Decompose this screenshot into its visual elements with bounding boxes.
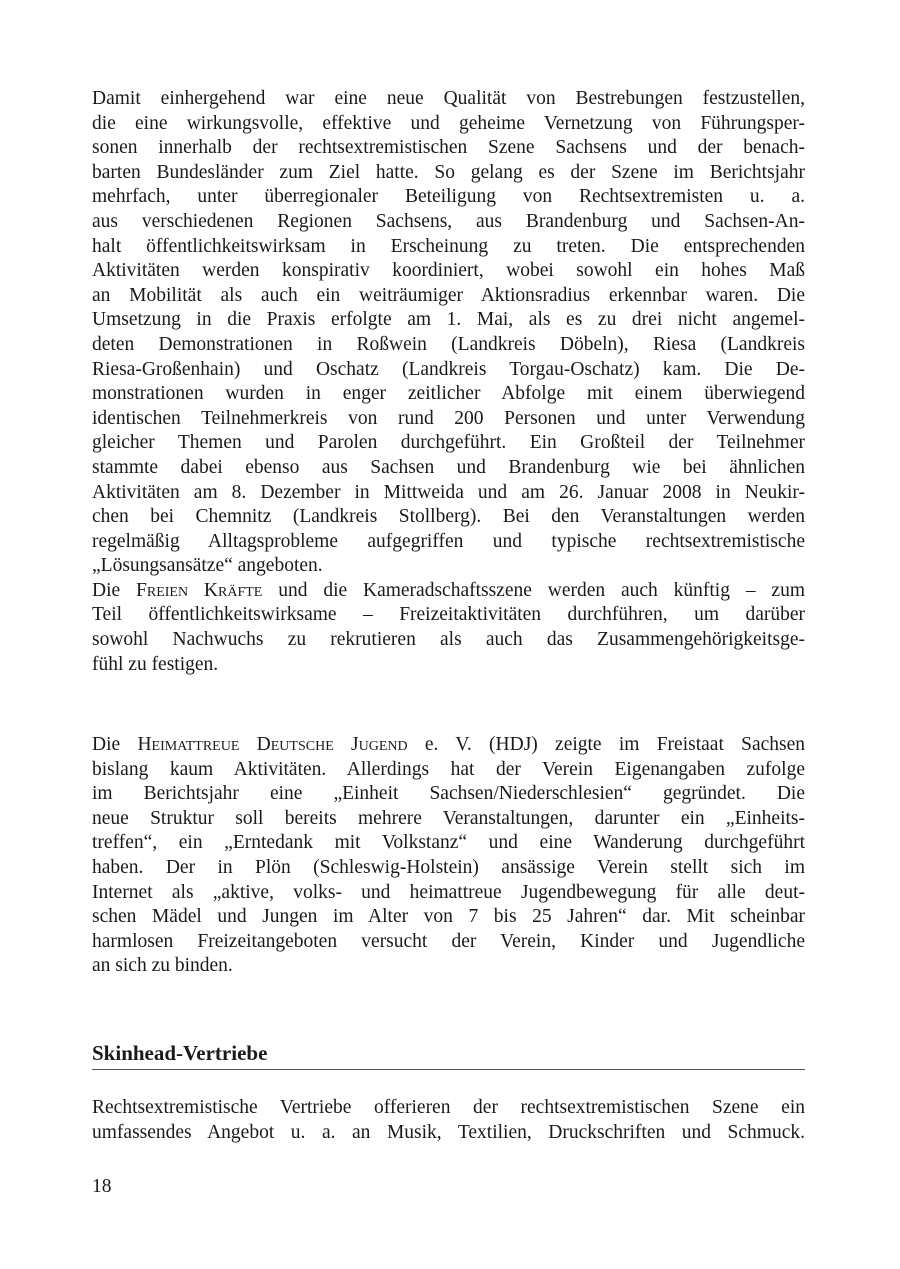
text-line: Teil öffentlichkeitswirksame – Freizeitaktivitäten durchführen, um darüber xyxy=(92,604,805,626)
text-line: schen Mädel und Jungen im Alter von 7 bis 25 Jahren“ dar. Mit scheinbar xyxy=(92,906,805,928)
text-line: halt öffentlichkeitswirksam in Erscheinung zu treten. Die entsprechenden xyxy=(92,235,805,257)
text-line: treffen“, ein „Erntedank mit Volkstanz“ und eine Wanderung durchgeführt xyxy=(92,832,805,854)
text-line: Aktivitäten am 8. Dezember in Mittweida und am 26. Januar 2008 in Neukir- xyxy=(92,481,805,503)
text-line: Umsetzung in die Praxis erfolgte am 1. Mai, als es zu drei nicht angemel- xyxy=(92,309,805,331)
text-line xyxy=(92,733,805,758)
small-caps-name: Heimattreue Deutsche Jugend xyxy=(137,734,408,755)
paragraph-vertriebe xyxy=(92,1096,805,1145)
text-line: haben. Der in Plön (Schleswig-Holstein) ansässige Verein stellt sich im xyxy=(92,856,805,878)
text-line: barten Bundesländer zum Ziel hatte. So gelang es der Szene im Berichtsjahr xyxy=(92,161,805,183)
text-line: „Lösungsansätze“ angeboten. xyxy=(92,555,323,577)
text-line: deten Demonstrationen in Roßwein (Landkreis Döbeln), Riesa (Landkreis xyxy=(92,333,805,355)
text-line: sowohl Nachwuchs zu rekrutieren als auch das Zusammengehörigkeitsge- xyxy=(92,629,805,651)
text-line: umfassendes Angebot u. a. an Musik, Textilien, Druckschriften und Schmuck. xyxy=(92,1121,805,1143)
text-line: neue Struktur soll bereits mehrere Veranstaltungen, darunter ein „Einheits- xyxy=(92,807,805,829)
paragraph-freie-kraefte xyxy=(92,87,805,677)
text-segment: Die xyxy=(92,734,138,755)
text-line: harmlosen Freizeitangeboten versucht der Verein, Kinder und Jugendliche xyxy=(92,930,805,952)
paragraph-hdj xyxy=(92,733,805,979)
text-segment: und die Kameradschaftsszene werden auch künftig – zum xyxy=(262,579,805,601)
text-line: an sich zu binden. xyxy=(92,955,233,977)
section-heading: Skinhead-Vertriebe xyxy=(92,1040,805,1070)
text-line: regelmäßig Alltagsprobleme aufgegriffen und typische rechtsextremistische xyxy=(92,530,805,552)
text-line: Aktivitäten werden konspirativ koordiniert, wobei sowohl ein hohes Maß xyxy=(92,260,805,282)
text-line: aus verschiedenen Regionen Sachsens, aus Brandenburg und Sachsen-An- xyxy=(92,210,805,232)
text-line: Damit einhergehend war eine neue Qualität von Bestrebungen festzustellen, xyxy=(92,88,805,109)
text-segment: e. V. (HDJ) zeigte im Freistaat Sachsen xyxy=(407,734,805,755)
text-line: identischen Teilnehmerkreis von rund 200 Personen und unter Verwendung xyxy=(92,407,805,429)
text-line: monstrationen wurden in enger zeitlicher Abfolge mit einem überwiegend xyxy=(92,383,805,405)
text-line: im Berichtsjahr eine „Einheit Sachsen/Niederschlesien“ gegründet. Die xyxy=(92,783,805,805)
text-line: Rechtsextremistische Vertriebe offerieren der rechtsextremistischen Szene ein xyxy=(92,1097,805,1118)
text-line xyxy=(92,579,805,604)
text-segment: Die xyxy=(92,579,137,601)
text-line: chen bei Chemnitz (Landkreis Stollberg). Bei den Veranstaltungen werden xyxy=(92,506,805,528)
text-line: stammte dabei ebenso aus Sachsen und Brandenburg wie bei ähnlichen xyxy=(92,456,805,478)
small-caps-name: Freien Kräfte xyxy=(136,579,263,601)
text-line: sonen innerhalb der rechtsextremistischen Szene Sachsens und der benach- xyxy=(92,137,805,159)
text-line: Internet als „aktive, volks- und heimattreue Jugendbewegung für alle deut- xyxy=(92,881,805,903)
text-line: bislang kaum Aktivitäten. Allerdings hat der Verein Eigenangaben zufolge xyxy=(92,758,805,780)
text-line: gleicher Themen und Parolen durchgeführt. Ein Großteil der Teilnehmer xyxy=(92,432,805,454)
text-line: Riesa-Großenhain) und Oschatz (Landkreis Torgau-Oschatz) kam. Die De- xyxy=(92,358,805,380)
text-line: fühl zu festigen. xyxy=(92,653,219,675)
text-line: die eine wirkungsvolle, effektive und geheime Vernetzung von Führungsper- xyxy=(92,112,805,134)
text-line: mehrfach, unter überregionaler Beteiligung von Rechtsextremisten u. a. xyxy=(92,186,805,208)
page-number: 18 xyxy=(92,1176,112,1197)
text-line: an Mobilität als auch ein weiträumiger Aktionsradius erkennbar waren. Die xyxy=(92,284,805,306)
